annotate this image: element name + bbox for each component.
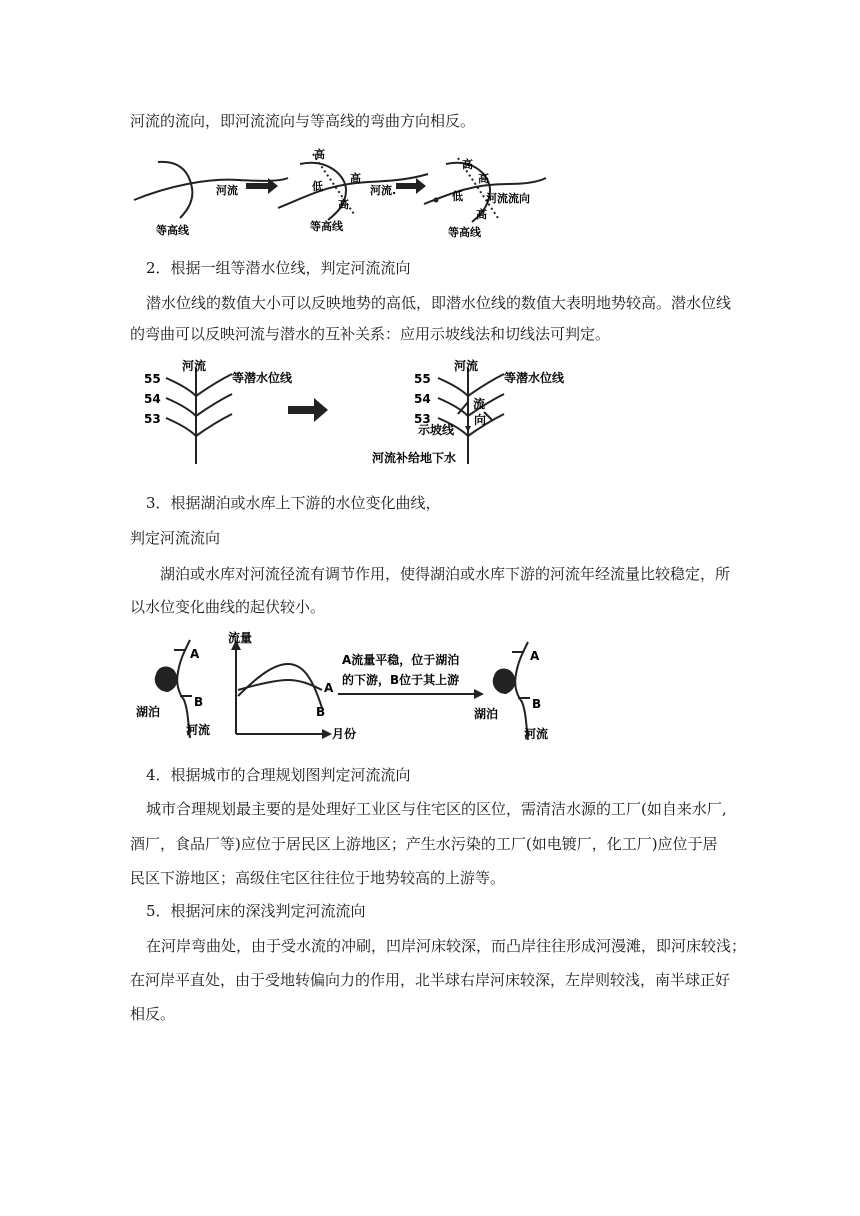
paragraph-line: 酒厂，食品厂等)应位于居民区上游地区；产生水污染的工厂(如电镀厂，化工厂)应位于居	[130, 835, 718, 853]
paragraph-line: 在河岸平直处，由于受地转偏向力的作用，北半球右岸河床较深，左岸则较浅，南半球正好	[130, 971, 731, 989]
label-contour: 等高线	[310, 220, 343, 233]
label-isoline: 等潜水位线	[232, 371, 293, 385]
label-high: 高	[350, 172, 361, 185]
label-river: 河流	[454, 359, 479, 373]
label-value: 54	[414, 392, 431, 406]
label-direction: 向	[474, 413, 487, 427]
label-month: 月份	[332, 727, 357, 741]
label-value: 54	[144, 392, 161, 406]
label-river: 河流	[186, 723, 211, 737]
label-river: 河流	[216, 184, 238, 197]
label-note: 的下游，B位于其上游	[342, 673, 460, 687]
lake-flow-figure	[128, 630, 568, 748]
label-flow: 流量	[228, 631, 253, 645]
label-value: 53	[414, 412, 431, 426]
label-river: 河流	[524, 727, 549, 741]
label-lake: 湖泊	[136, 705, 161, 719]
label-slope-line: 示坡线	[418, 423, 455, 437]
label-contour: 等高线	[156, 224, 189, 237]
label-low: 低	[312, 180, 323, 193]
label-isoline: 等潜水位线	[504, 371, 565, 385]
label-a: A	[324, 681, 334, 695]
section-heading: 3．根据湖泊或水库上下游的水位变化曲线，	[146, 494, 441, 512]
label-high: 高	[314, 148, 325, 161]
label-high: 高	[462, 158, 473, 171]
section-heading: 2．根据一组等潜水位线，判定河流流向	[146, 259, 411, 277]
label-lake: 湖泊	[474, 707, 499, 721]
paragraph-line: 相反。	[130, 1005, 176, 1023]
paragraph-line: 的弯曲可以反映河流与潜水的互补关系：应用示坡线法和切线法可判定。	[130, 325, 611, 343]
label-b: B	[194, 695, 204, 709]
label-recharge: 河流补给地下水	[372, 451, 457, 465]
label-river: 河流	[182, 359, 207, 373]
label-b: B	[316, 705, 326, 719]
label-value: 55	[414, 372, 431, 386]
paragraph-line: 城市合理规划最主要的是处理好工业区与住宅区的区位，需清洁水源的工厂(如自来水厂,	[146, 800, 727, 818]
water-table-figure	[128, 356, 588, 468]
paragraph-line: 河流的流向，即河流流向与等高线的弯曲方向相反。	[130, 112, 476, 130]
label-note: A流量平稳，位于湖泊	[342, 653, 460, 667]
label-high: 高	[338, 198, 349, 211]
label-value: 53	[144, 412, 161, 426]
paragraph-line: 以水位变化曲线的起伏较小。	[130, 598, 326, 616]
paragraph-line: 判定河流流向	[130, 529, 221, 547]
section-heading: 5．根据河床的深浅判定河流流向	[146, 902, 366, 920]
label-a: A	[190, 647, 200, 661]
section-heading: 4．根据城市的合理规划图判定河流流向	[146, 766, 411, 784]
paragraph-line: 潜水位线的数值大小可以反映地势的高低，即潜水位线的数值大表明地势较高。潜水位线	[146, 294, 732, 312]
label-contour: 等高线	[448, 226, 481, 239]
label-value: 55	[144, 372, 161, 386]
label-low: 低	[452, 190, 463, 203]
label-flow: 流	[473, 397, 486, 411]
label-high: 高	[476, 208, 487, 221]
label-a: A	[530, 649, 540, 663]
label-river: 河流.	[370, 184, 397, 197]
paragraph-line: 民区下游地区；高级住宅区往往位于地势较高的上游等。	[130, 869, 506, 887]
paragraph-line: 在河岸弯曲处，由于受水流的冲刷，凹岸河床较深，而凸岸往往形成河漫滩，即河床较浅；	[146, 937, 747, 955]
paragraph-line: 湖泊或水库对河流径流有调节作用，使得湖泊或水库下游的河流年经流量比较稳定，所	[160, 565, 731, 583]
label-b: B	[532, 697, 542, 711]
contour-river-figure	[128, 148, 548, 242]
label-flow-direction: 河流流向	[486, 192, 530, 205]
label-high: 高	[478, 172, 489, 185]
